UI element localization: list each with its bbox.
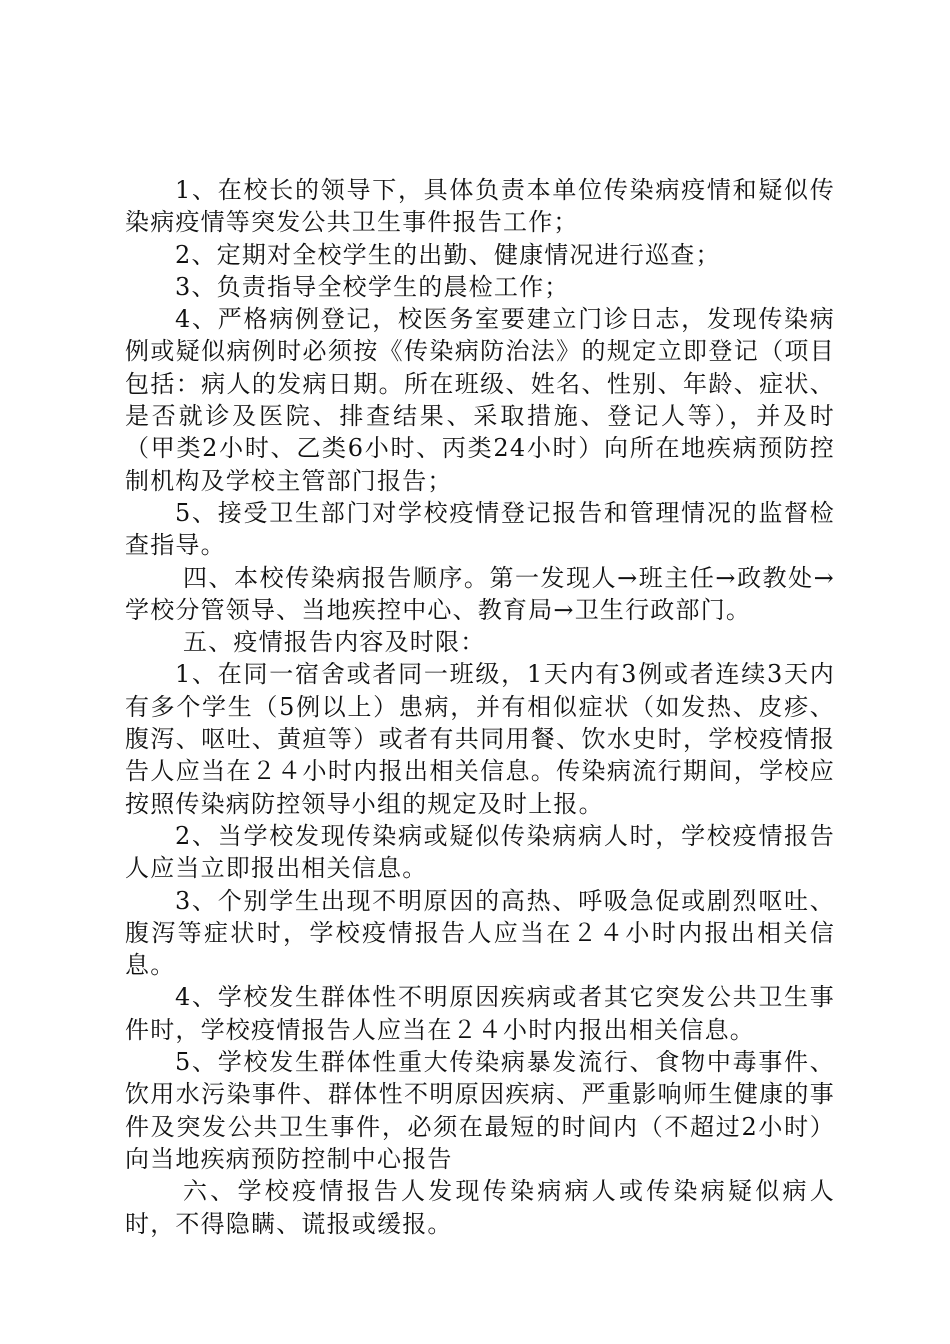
paragraph: 4、严格病例登记，校医务室要建立门诊日志，发现传染病例或疑似病例时必须按《传染病防治法》的规定立即登记（项目包括：病人的发病日期。所在班级、姓名、性别、年龄、症状、是否就诊及医院、排查结果、采取措施、登记人等），并及时（甲类2小时、乙类6小时、丙类24小时）向所在地疾病预防控制机构及学校主管部门报告； <box>125 305 835 495</box>
section-heading-paragraph: 五、疫情报告内容及时限： <box>183 628 486 657</box>
paragraph: 2、当学校发现传染病或疑似传染病病人时，学校疫情报告人应当立即报出相关信息。 <box>125 821 835 883</box>
paragraph: 3、负责指导全校学生的晨检工作； <box>175 272 570 301</box>
paragraph: 1、在同一宿舍或者同一班级，1天内有3例或者连续3天内有多个学生（5例以上）患病，并有相似症状（如发热、皮疹、腹泻、呕吐、黄疸等）或者有共同用餐、饮水史时，学校疫情报告人应当在２４小时内报出相关信息。传染病流行期间，学校应按照传染病防控领导小组的规定及时上报。 <box>125 660 835 818</box>
paragraph: 5、接受卫生部门对学校疫情登记报告和管理情况的监督检查指导。 <box>125 498 835 560</box>
section-heading-paragraph: 四、本校传染病报告顺序。第一发现人→班主任→政教处→学校分管领导、当地疾控中心、教育局→卫生行政部门。 <box>125 563 835 624</box>
document-body <box>125 174 835 1240</box>
paragraph: 2、定期对全校学生的出勤、健康情况进行巡查； <box>175 240 721 269</box>
section-heading-paragraph: 六、学校疫情报告人发现传染病病人或传染病疑似病人时，不得隐瞒、谎报或缓报。 <box>125 1177 835 1238</box>
paragraph: 5、学校发生群体性重大传染病暴发流行、食物中毒事件、饮用水污染事件、群体性不明原因疾病、严重影响师生健康的事件及突发公共卫生事件，必须在最短的时间内（不超过2小时）向当地疾病预防控制中心报告 <box>125 1048 835 1173</box>
paragraph: 3、个别学生出现不明原因的高热、呼吸急促或剧烈呕吐、腹泻等症状时，学校疫情报告人应当在２４小时内报出相关信息。 <box>125 886 835 980</box>
paragraph: 4、学校发生群体性不明原因疾病或者其它突发公共卫生事件时，学校疫情报告人应当在２４小时内报出相关信息。 <box>125 983 835 1044</box>
paragraph: 1、在校长的领导下，具体负责本单位传染病疫情和疑似传染病疫情等突发公共卫生事件报告工作； <box>125 176 835 237</box>
